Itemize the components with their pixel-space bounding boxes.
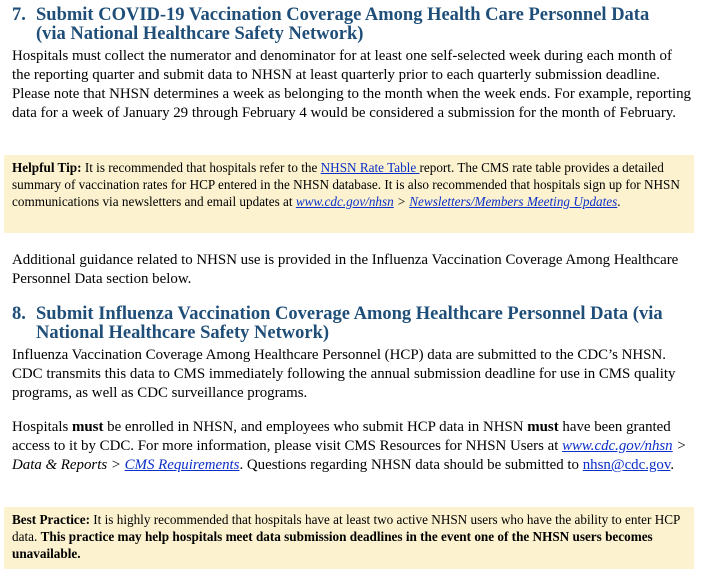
p2-text-a: Hospitals <box>12 419 72 435</box>
p2-text-d: > Data & Reports > <box>12 438 687 473</box>
p2-text-c: have been granted access to it by CDC. For more information, please visit CMS Resources for NHSN Users at <box>12 419 671 454</box>
p2-must-2: must <box>527 419 559 435</box>
cms-requirements-link[interactable]: CMS Requirements <box>124 457 240 473</box>
helpful-tip-text2: report. The CMS rate table provides a detailed summary of vaccination rates for HCP entered in the NHSN database. It is also recommended that hospitals sign up for NHSN communications via newsletters and email updates at <box>12 160 680 209</box>
section-8-title-line2: National Healthcare Safety Network) <box>36 323 330 343</box>
helpful-tip-text1: It is recommended that hospitals refer to the <box>81 160 321 175</box>
section-8-title-line1: Submit Influenza Vaccination Coverage Among Healthcare Personnel Data (via <box>36 304 663 324</box>
section-8-body2 <box>12 418 692 475</box>
section-7-title-line1: Submit COVID-19 Vaccination Coverage Among Health Care Personnel Data <box>36 5 650 25</box>
section-7-title-line2: (via National Healthcare Safety Network) <box>36 24 364 44</box>
section-8-number: 8. <box>12 304 26 324</box>
helpful-tip-separator: > <box>393 194 410 209</box>
cdc-nhsn-link[interactable]: www.cdc.gov/nhsn <box>295 194 394 209</box>
section-8-body1: Influenza Vaccination Coverage Among Healthcare Personnel (HCP) data are submitted to the CDC’s NHSN. CDC transmits this data to CMS immediately following the annual submission deadline for use in CMS quality programs, as well as CDC surveillance programs. <box>12 347 676 401</box>
section-7-heading <box>12 6 692 44</box>
best-practice-box <box>4 507 694 569</box>
newsletters-link[interactable]: Newsletters/Members Meeting Updates <box>409 194 618 209</box>
additional-guidance: Additional guidance related to NHSN use is provided in the Influenza Vaccination Coverage Among Healthcare Personnel Data section below. <box>12 252 679 287</box>
helpful-tip-box <box>4 155 694 233</box>
section-7-number: 7. <box>12 5 26 25</box>
helpful-tip-label: Helpful Tip: <box>12 160 82 175</box>
cdc-nhsn-link-2[interactable]: www.cdc.gov/nhsn <box>562 438 673 454</box>
p2-must-1: must <box>71 419 104 435</box>
nhsn-email-link[interactable]: nhsn@cdc.gov <box>582 457 671 473</box>
p2-text-f: . <box>670 457 675 473</box>
best-practice-label: Best Practice: <box>12 512 90 527</box>
section-8-heading <box>12 305 692 343</box>
p2-text-b: be enrolled in NHSN, and employees who submit HCP data in NHSN <box>103 419 528 435</box>
section-7-body: Hospitals must collect the numerator and denominator for at least one self-selected week during each month of the reporting quarter and submit data to NHSN at least quarterly prior to each quarterly submission deadline. Please note that NHSN determines a week as belonging to the month when the week ends. For example, reporting data for a week of January 29 through February 4 would be considered a submission for the month of February. <box>12 48 692 121</box>
p2-text-e: . Questions regarding NHSN data should be submitted to <box>239 457 583 473</box>
best-practice-text: It is highly recommended that hospitals have at least two active NHSN users who have the ability to enter HCP data. <box>12 512 680 544</box>
helpful-tip-end: . <box>617 194 621 209</box>
nhsn-rate-table-link[interactable]: NHSN Rate Table <box>320 160 420 175</box>
best-practice-bold-text: This practice may help hospitals meet data submission deadlines in the event one of the NHSN users becomes unavailable. <box>12 529 653 561</box>
